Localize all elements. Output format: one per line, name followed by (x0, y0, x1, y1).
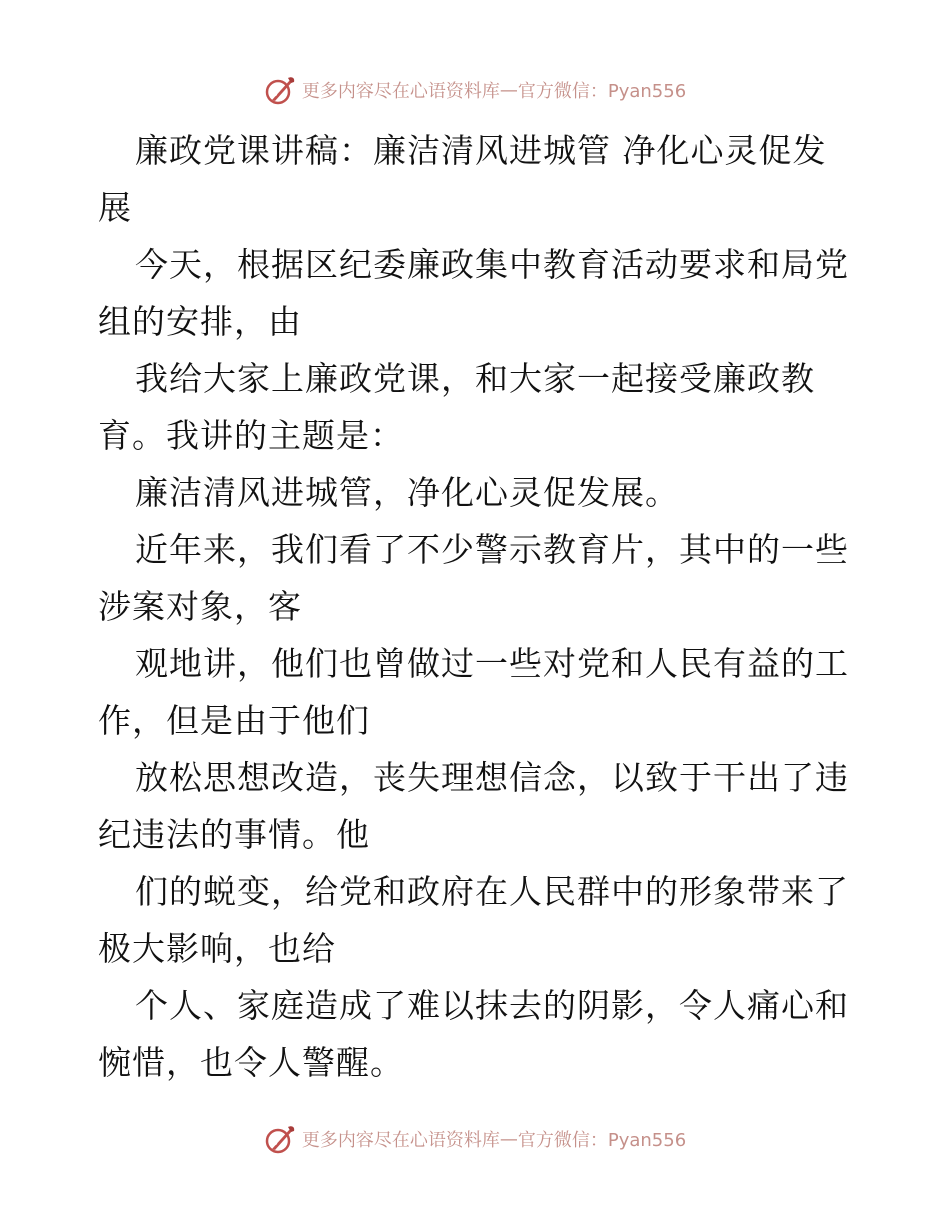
banner-separator: — (499, 79, 518, 101)
document-body (98, 122, 858, 1091)
paragraph: 今天，根据区纪委廉政集中教育活动要求和局党组的安排，由 (98, 245, 849, 341)
header-banner (0, 70, 950, 110)
quill-pen-logo-icon (264, 74, 296, 106)
paragraph: 观地讲，他们也曾做过一些对党和人民有益的工作，但是由于他们 (98, 644, 849, 740)
paragraph: 放松思想改造，丧失理想信念，以致于干出了违纪违法的事情。他 (98, 758, 849, 854)
quill-pen-logo-icon (264, 1123, 296, 1155)
banner-separator: — (499, 1128, 518, 1150)
paragraph: 个人、家庭造成了难以抹去的阴影，令人痛心和惋惜，也令人警醒。 (98, 986, 849, 1082)
paragraph: 我给大家上廉政党课，和大家一起接受廉政教育。我讲的主题是： (98, 359, 815, 455)
banner-wechat-text: 官方微信：Pyan556 (517, 1130, 687, 1151)
banner-site-text: 更多内容尽在心语资料库 (301, 81, 500, 102)
paragraph: 近年来，我们看了不少警示教育片，其中的一些涉案对象，客 (98, 530, 849, 626)
banner-site-text: 更多内容尽在心语资料库 (301, 1130, 500, 1151)
paragraph: 廉洁清风进城管，净化心灵促发展。 (135, 473, 679, 512)
paragraph: 们的蜕变，给党和政府在人民群中的形象带来了极大影响，也给 (98, 872, 849, 968)
footer-banner (0, 1119, 950, 1159)
banner-wechat-text: 官方微信：Pyan556 (517, 81, 687, 102)
document-title: 廉政党课讲稿：廉洁清风进城管 净化心灵促发展 (98, 131, 827, 227)
